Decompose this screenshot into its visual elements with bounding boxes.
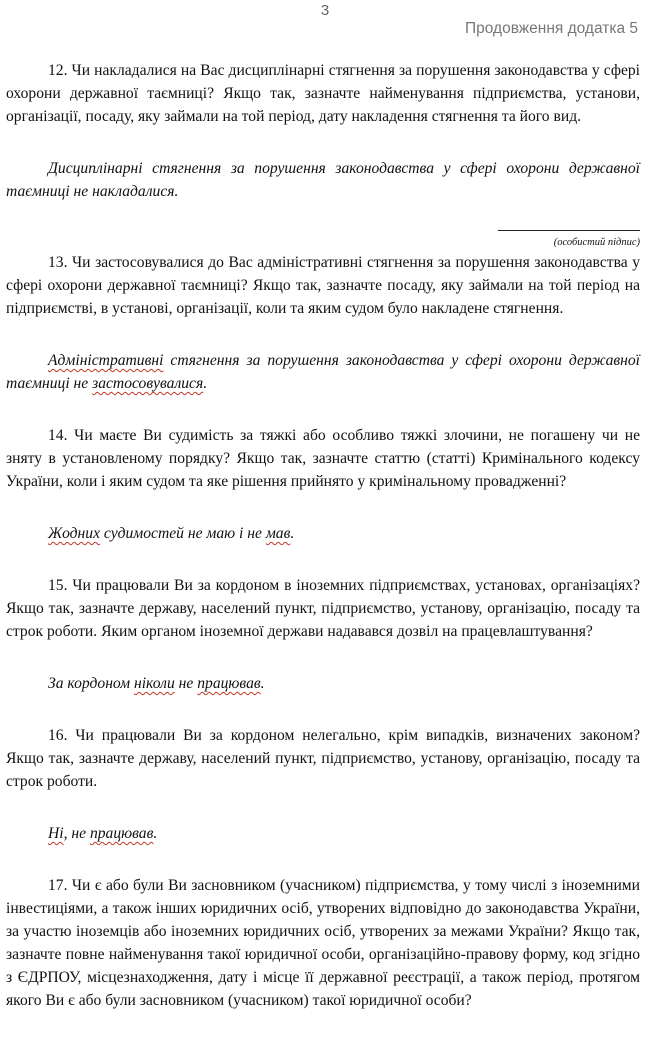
- page-number: 3: [320, 2, 330, 19]
- answer-15-part: .: [260, 675, 265, 692]
- answer-15-part: ніколи: [133, 675, 175, 692]
- answer-14: [6, 522, 640, 545]
- answer-15: [6, 672, 640, 695]
- question-14: 14. Чи маєте Ви судимість за тяжкі або особливо тяжкі злочини, не погашену чи не зняту в установленому порядку? Якщо так, зазначте статтю (статті) Кримінального кодексу України, коли і яким судом та яке рішення прийнято у кримінальному провадженні?: [6, 427, 640, 490]
- question-17: 17. Чи є або були Ви засновником (учасником) підприємства, у тому числі з іноземними інвестиціями, а також інших юридичних осіб, утворених відповідно до законодавства України, за участю іноземців або іноземних юридичних осіб, утворених за межами України? Якщо так, зазначте повне найменування такої юридичної особи, організаційно-правову форму, код згідно з ЄДРПОУ, місцезнаходження, дату і місце її державної реєстрації, а також період, протягом якого Ви є або були засновником (учасником) такої юридичної особи?: [6, 877, 640, 1009]
- answer-13-part: Адміністративні: [48, 352, 164, 369]
- answer-16-part: Ні: [48, 825, 64, 842]
- answer-13-part: .: [203, 375, 208, 392]
- answer-12: Дисциплінарні стягнення за порушення законодавства у сфері охорони державної таємниці не накладалися.: [6, 160, 640, 200]
- signature-label: (особистий підпис): [553, 237, 640, 248]
- answer-14-part: .: [290, 525, 295, 542]
- document-body: [6, 59, 640, 1041]
- answer-16: [6, 822, 640, 845]
- answer-13-part: застосовувалися: [92, 375, 204, 392]
- answer-16-part: працював: [89, 825, 154, 842]
- answer-15-part: не: [174, 675, 198, 692]
- answer-14-part: мав: [265, 525, 291, 542]
- answer-14-part: судимостей не маю і не: [100, 525, 266, 542]
- question-13: 13. Чи застосовувалися до Вас адміністративні стягнення за порушення законодавства у сфері охорони державної таємниці? Якщо так, зазначте посаду, яку займали на той період на підприємстві, в установі, організації, коли та яким судом було накладене стягнення.: [6, 254, 640, 317]
- answer-15-part: За кордоном: [48, 675, 134, 692]
- signature-block: [6, 218, 640, 249]
- answer-13-part: стягнення за порушення законодавства у сфері охорони державної таємниці не: [6, 352, 640, 392]
- answer-15-part: працював: [197, 675, 261, 692]
- question-12: 12. Чи накладалися на Вас дисциплінарні стягнення за порушення законодавства у сфері охорони державної таємниці? Якщо так, зазначте найменування підприємства, установи, організації, посаду, яку займали на той період, дату накладення стягнення та його вид.: [6, 62, 640, 125]
- answer-16-part: , не: [63, 825, 90, 842]
- continuation-label: Продовження додатка 5: [465, 20, 638, 37]
- answer-14-part: Жодних: [48, 525, 101, 542]
- question-15: 15. Чи працювали Ви за кордоном в іноземних підприємствах, установах, організаціях? Якщо так, зазначте державу, населений пункт, підприємство, установу, організацію, посаду та строк роботи. Яким органом іноземної держави надавався дозвіл на працевлаштування?: [6, 577, 640, 640]
- answer-16-part: .: [153, 825, 158, 842]
- answer-13: [6, 349, 640, 395]
- question-16: 16. Чи працювали Ви за кордоном нелегально, крім випадків, визначених законом? Якщо так, зазначте державу, населений пункт, підприємство, установу, організацію, посаду та строк роботи.: [6, 727, 640, 790]
- signature-line: [498, 230, 640, 231]
